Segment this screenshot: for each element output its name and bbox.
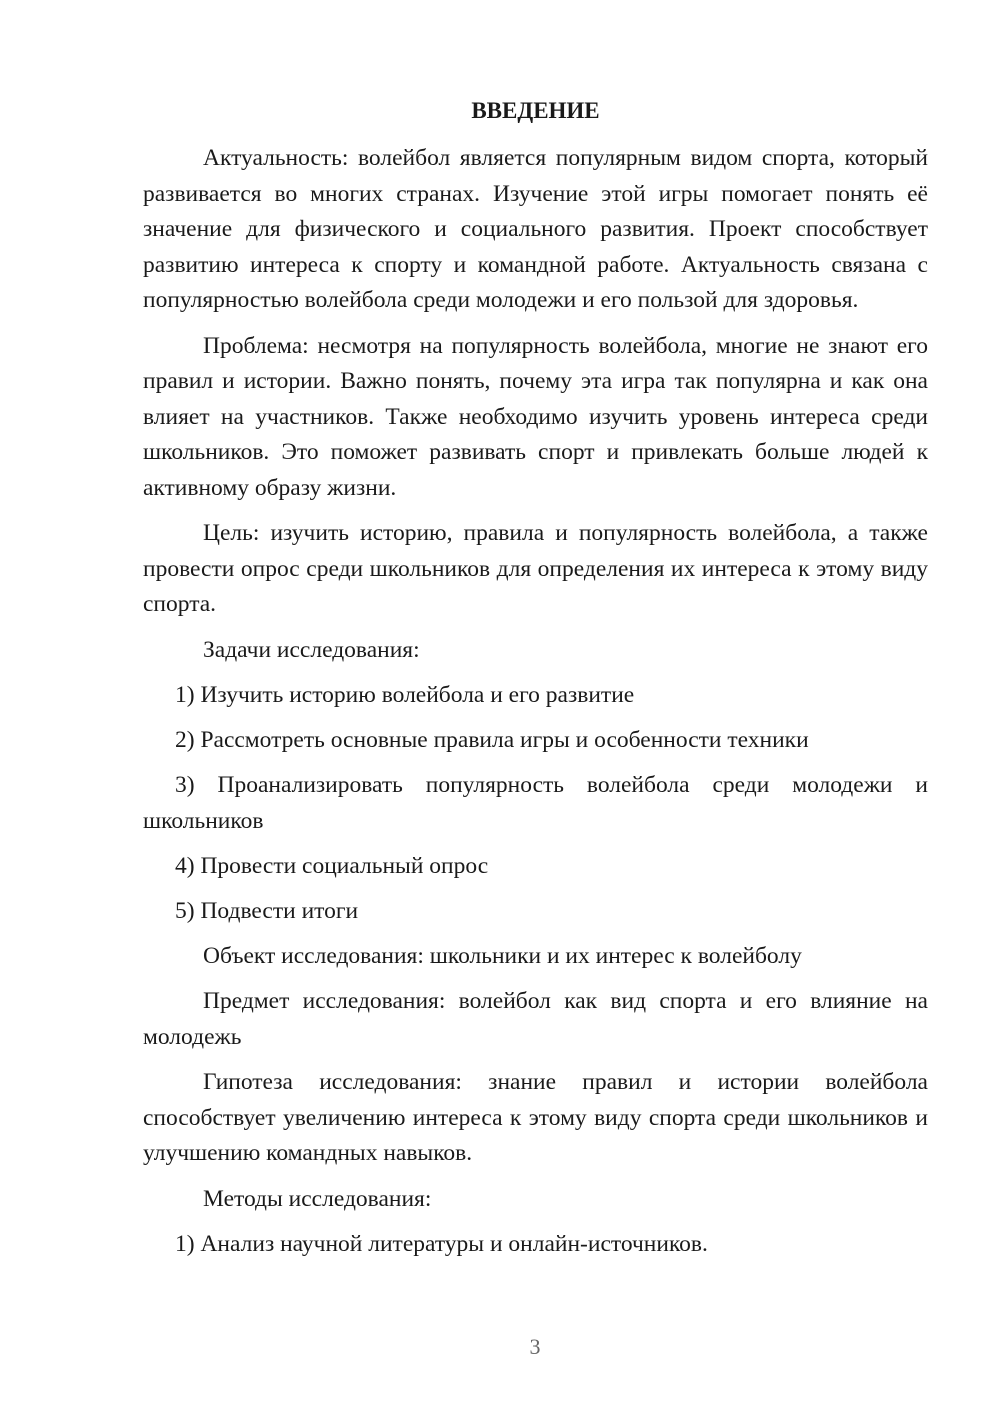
goal-paragraph: Цель: изучить историю, правила и популярность волейбола, а также провести опрос среди школьников для определения их интереса к этому виду спорта.: [143, 520, 928, 618]
object-paragraph: Объект исследования: школьники и их интерес к волейболу: [203, 943, 802, 970]
section-heading: ВВЕДЕНИЕ: [471, 98, 600, 123]
methods-title: Методы исследования:: [203, 1185, 432, 1212]
task-item-4: 4) Провести социальный опрос: [175, 852, 489, 879]
document-body: [143, 141, 928, 1262]
relevance-paragraph: Актуальность: волейбол является популярным видом спорта, который развивается во многих странах. Изучение этой игры помогает понять её значение для физического и социального развития. Проект способствует развитию интереса к спорту и командной работе. Актуальность связана с популярностью волейбола среди молодежи и его пользой для здоровья.: [143, 145, 928, 314]
tasks-title: Задачи исследования:: [203, 636, 420, 663]
task-item-2: 2) Рассмотреть основные правила игры и особенности техники: [175, 726, 809, 753]
problem-paragraph: Проблема: несмотря на популярность волейбола, многие не знают его правил и истории. Важно понять, почему эта игра так популярна и как она влияет на участников. Также необходимо изучить уровень интереса среди школьников. Это поможет развивать спорт и привлекать больше людей к активному образу жизни.: [143, 332, 928, 501]
page-number: 3: [529, 1334, 541, 1359]
task-item-3: 3) Проанализировать популярность волейбола среди молодежи и школьников: [143, 772, 928, 834]
task-item-5: 5) Подвести итоги: [175, 898, 359, 925]
subject-paragraph: Предмет исследования: волейбол как вид спорта и его влияние на молодежь: [143, 988, 928, 1050]
task-item-1: 1) Изучить историю волейбола и его развитие: [175, 681, 635, 708]
hypothesis-paragraph: Гипотеза исследования: знание правил и истории волейбола способствует увеличению интереса к этому виду спорта среди школьников и улучшению командных навыков.: [143, 1069, 928, 1167]
method-item-1: 1) Анализ научной литературы и онлайн-источников.: [175, 1230, 708, 1257]
